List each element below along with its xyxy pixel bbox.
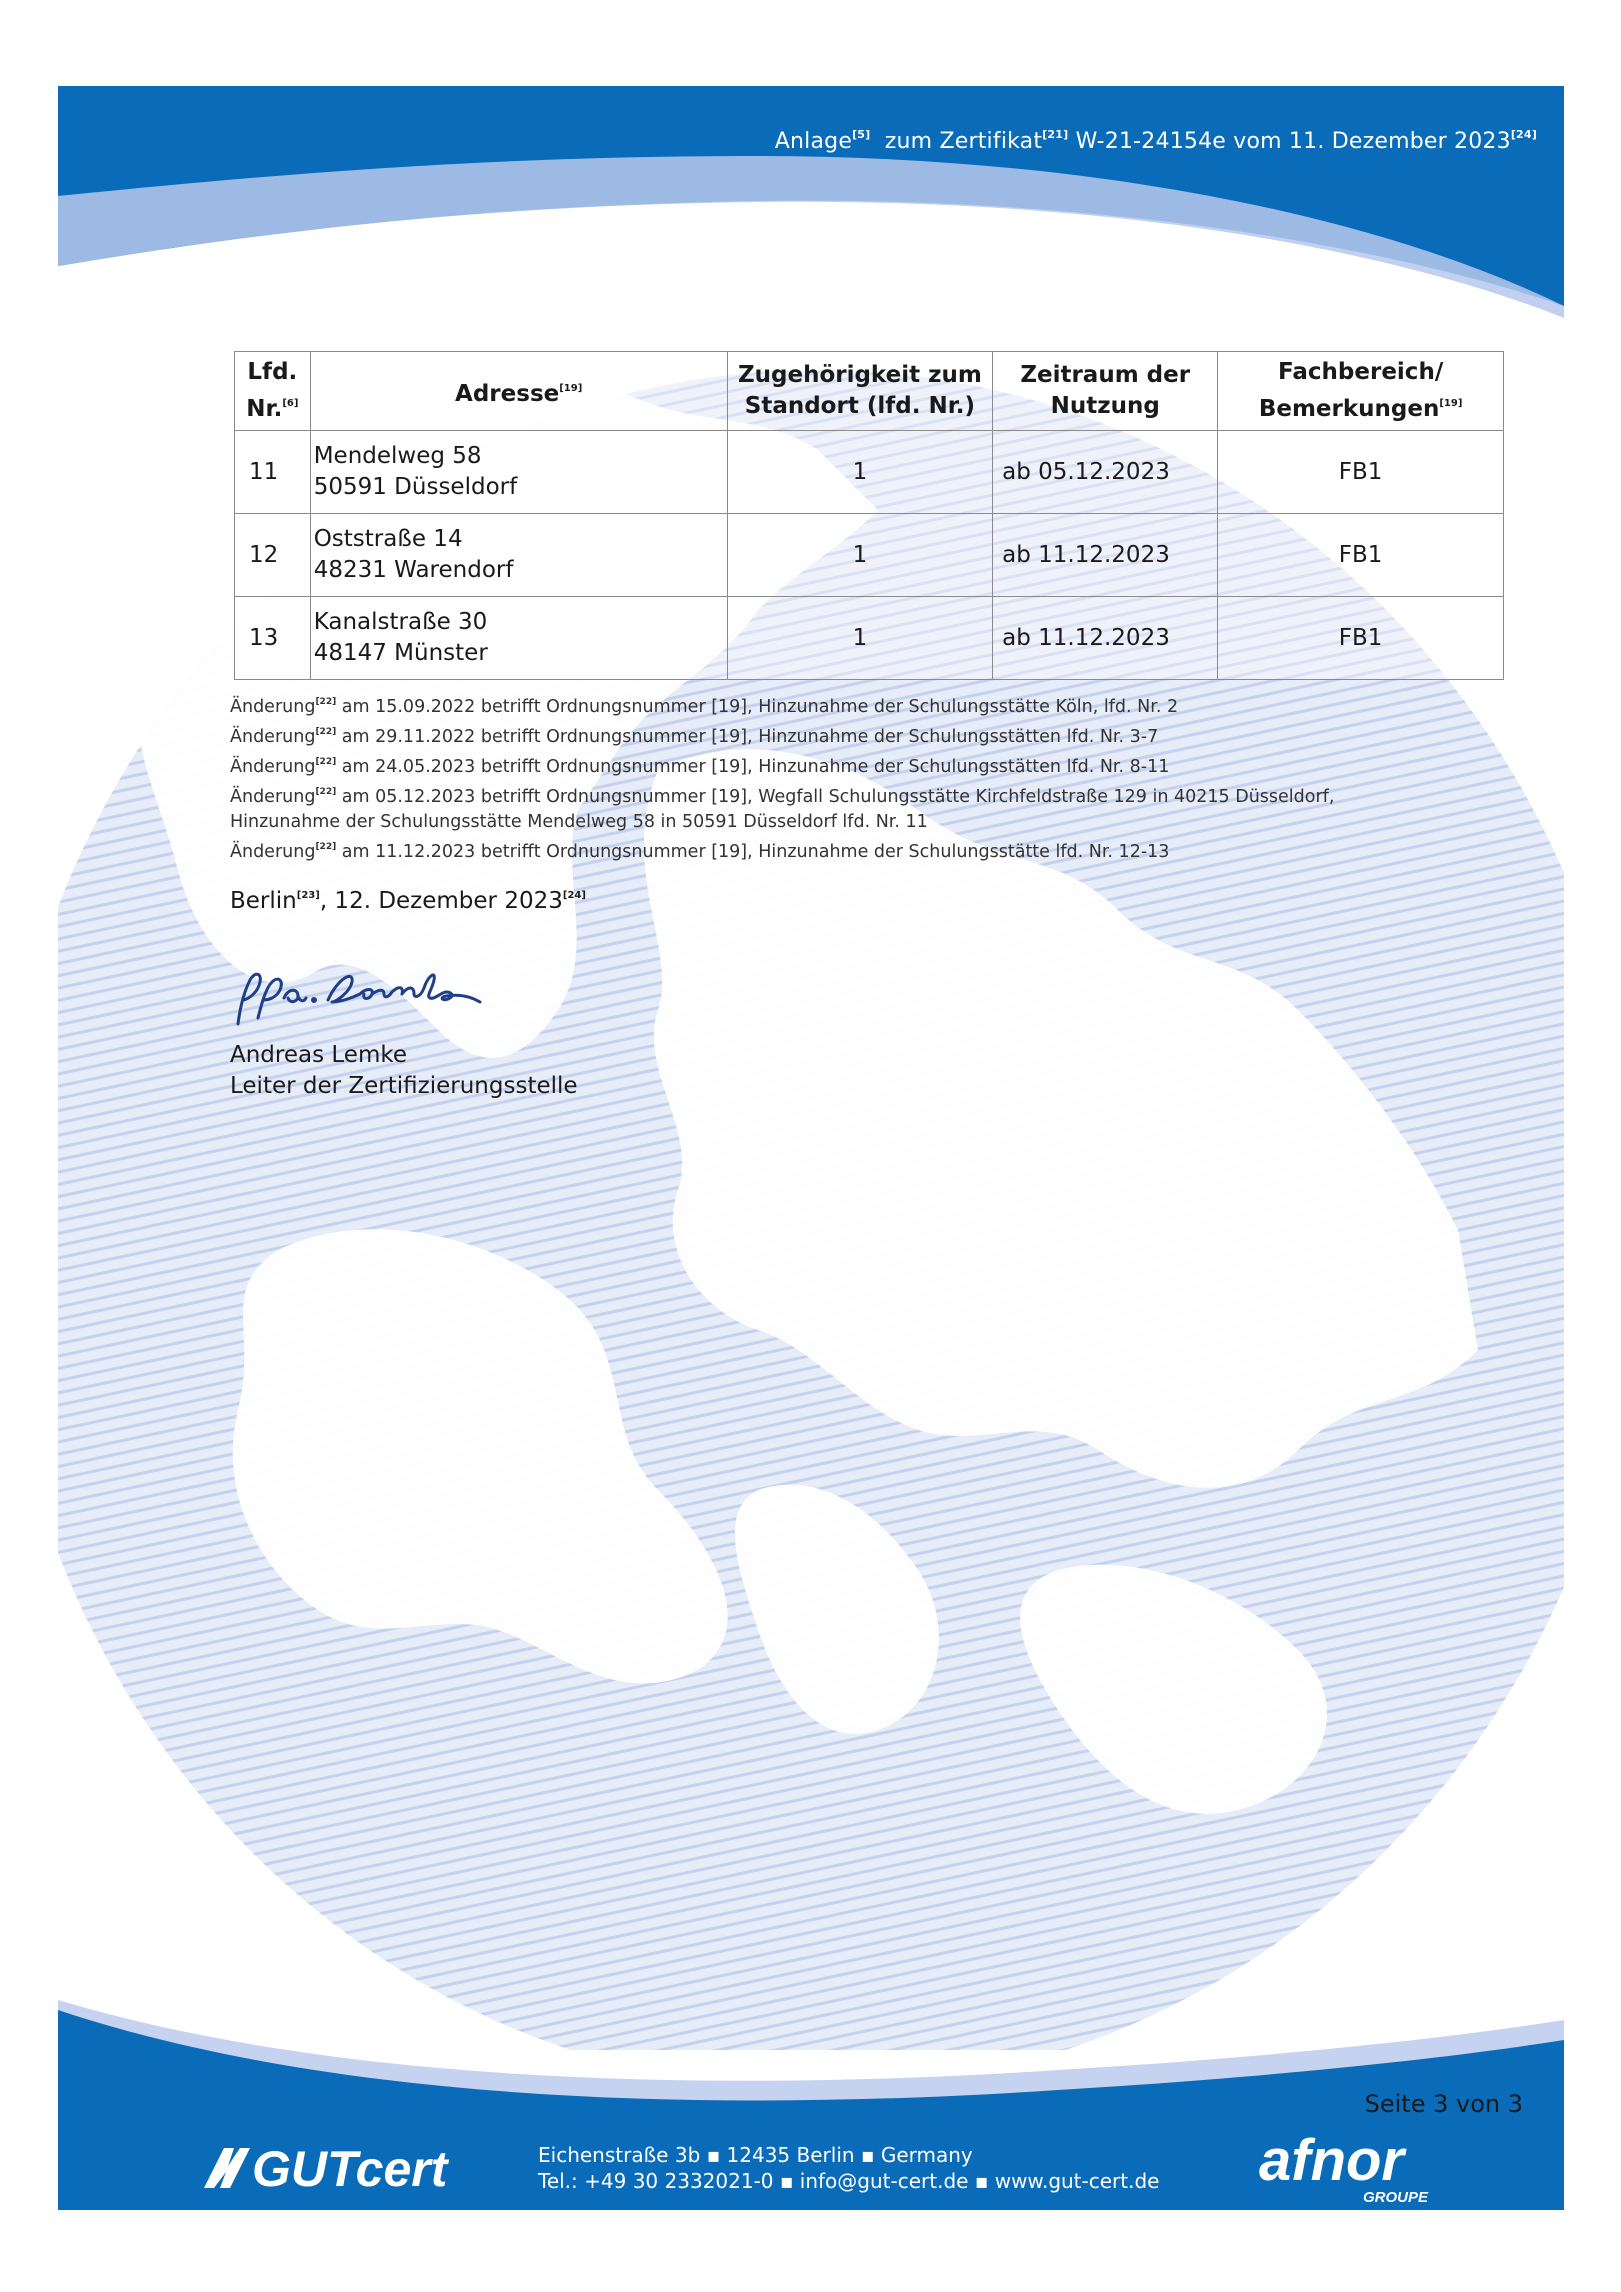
col-header-address: [310, 352, 727, 431]
cell-period: ab 11.12.2023: [993, 514, 1218, 597]
col-header-nr-line2: Nr.: [246, 396, 283, 422]
col-header-site-line2: Standort (lfd. Nr.): [744, 393, 976, 419]
change-note-continuation: Hinzunahme der Schulungsstätte Mendelweg 58 in 50591 Düsseldorf lfd. Nr. 11: [230, 812, 928, 832]
note-text: am 11.12.2023 betrifft Ordnungsnummer [19], Hinzunahme der Schulungsstätte lfd. Nr. 12-13: [336, 842, 1170, 862]
cell-address: [310, 514, 727, 597]
footnote-ref-22: [22]: [315, 842, 337, 852]
afnor-groupe-label: GROUPE: [1363, 2189, 1429, 2206]
col-header-period-line1: Zeitraum der: [1020, 362, 1191, 388]
note-text: am 24.05.2023 betrifft Ordnungsnummer [19], Hinzunahme der Schulungsstätten lfd. Nr. 8-11: [336, 757, 1170, 777]
address-street: Mendelweg 58: [313, 443, 482, 469]
cell-address: [310, 597, 727, 680]
change-note: [230, 720, 1510, 750]
note-label: Änderung: [230, 787, 316, 807]
date: , 12. Dezember 2023: [319, 888, 563, 914]
cell-field: FB1: [1218, 597, 1504, 680]
footnote-ref-22: [22]: [315, 787, 337, 797]
note-label: Änderung: [230, 757, 316, 777]
gutcert-logo: [200, 2136, 510, 2198]
cell-address: [310, 431, 727, 514]
note-text: am 15.09.2022 betrifft Ordnungsnummer [19], Hinzunahme der Schulungsstätte Köln, lfd. Nr. 2: [336, 697, 1179, 717]
col-header-nr: [235, 352, 311, 431]
change-notes: [230, 690, 1510, 865]
footnote-ref-6: [6]: [282, 398, 299, 409]
address-city: 48231 Warendorf: [313, 557, 514, 583]
footer-address-line1: Eichenstraße 3b ▪ 12435 Berlin ▪ Germany: [538, 2143, 973, 2167]
note-label: Änderung: [230, 697, 316, 717]
cell-field: FB1: [1218, 514, 1504, 597]
note-text: am 05.12.2023 betrifft Ordnungsnummer [19], Wegfall Schulungsstätte Kirchfeldstraße 129 in 40215 Düsseldorf,: [336, 787, 1335, 807]
place: Berlin: [230, 888, 297, 914]
footer-address: [538, 2142, 1159, 2194]
footnote-ref-22: [22]: [315, 697, 337, 707]
cell-site: 1: [727, 431, 993, 514]
col-header-site: [727, 352, 993, 431]
note-text: am 29.11.2022 betrifft Ordnungsnummer [19], Hinzunahme der Schulungsstätten lfd. Nr. 3-7: [336, 727, 1159, 747]
signer-title: Leiter der Zertifizierungsstelle: [230, 1073, 578, 1099]
col-header-field-line2: Bemerkungen: [1258, 396, 1440, 422]
footnote-ref-24: [24]: [562, 890, 586, 901]
cell-nr: 11: [235, 431, 311, 514]
footnote-ref-22: [22]: [315, 757, 337, 767]
table-row: [235, 431, 1504, 514]
col-header-address-label: Adresse: [455, 380, 560, 407]
cell-site: 1: [727, 597, 993, 680]
note-label: Änderung: [230, 727, 316, 747]
page-number: Seite 3 von 3: [1364, 2090, 1523, 2118]
cell-nr: 12: [235, 514, 311, 597]
col-header-period: [993, 352, 1218, 431]
table-row: [235, 597, 1504, 680]
note-label: Änderung: [230, 842, 316, 862]
place-date: [230, 888, 586, 914]
cell-period: ab 05.12.2023: [993, 431, 1218, 514]
header-prefix: Anlage: [774, 129, 853, 154]
header-title: [775, 128, 1537, 154]
header-mid: zum Zertifikat: [884, 129, 1043, 154]
address-street: Oststraße 14: [313, 526, 463, 552]
change-note: [230, 750, 1510, 780]
address-city: 50591 Düsseldorf: [313, 474, 518, 500]
change-note: [230, 780, 1510, 810]
svg-text:afnor: afnor: [1259, 2128, 1404, 2193]
svg-text:GUTcert: GUTcert: [252, 2141, 448, 2197]
cell-site: 1: [727, 514, 993, 597]
change-note: [230, 835, 1510, 865]
sites-table: [234, 351, 1504, 680]
footnote-ref-21: [21]: [1042, 128, 1069, 141]
handwritten-signature: [228, 958, 488, 1038]
footer-address-line2: Tel.: +49 30 2332021-0 ▪ info@gut-cert.de ▪ www.gut-cert.de: [538, 2169, 1160, 2193]
footnote-ref-23: [23]: [296, 890, 320, 901]
cell-nr: 13: [235, 597, 311, 680]
certificate-number: W-21-24154e vom 11. Dezember 2023: [1075, 129, 1511, 154]
col-header-field: [1218, 352, 1504, 431]
signer-block: [230, 1040, 578, 1102]
footnote-ref-19: [19]: [559, 382, 583, 394]
footnote-ref-5: [5]: [852, 128, 871, 141]
table-row: [235, 514, 1504, 597]
footnote-ref-19: [19]: [1439, 398, 1463, 409]
change-note: [230, 690, 1510, 720]
col-header-period-line2: Nutzung: [1050, 393, 1160, 419]
col-header-field-line1: Fachbereich/: [1278, 359, 1444, 385]
afnor-logo: [1255, 2128, 1465, 2208]
col-header-site-line1: Zugehörigkeit zum: [737, 362, 982, 388]
footnote-ref-22: [22]: [315, 727, 337, 737]
footnote-ref-24: [24]: [1510, 128, 1537, 141]
table-header-row: [235, 352, 1504, 431]
address-street: Kanalstraße 30: [313, 609, 488, 635]
cell-period: ab 11.12.2023: [993, 597, 1218, 680]
col-header-nr-line1: Lfd.: [247, 359, 298, 385]
signer-name: Andreas Lemke: [230, 1042, 408, 1068]
cell-field: FB1: [1218, 431, 1504, 514]
address-city: 48147 Münster: [313, 640, 488, 666]
